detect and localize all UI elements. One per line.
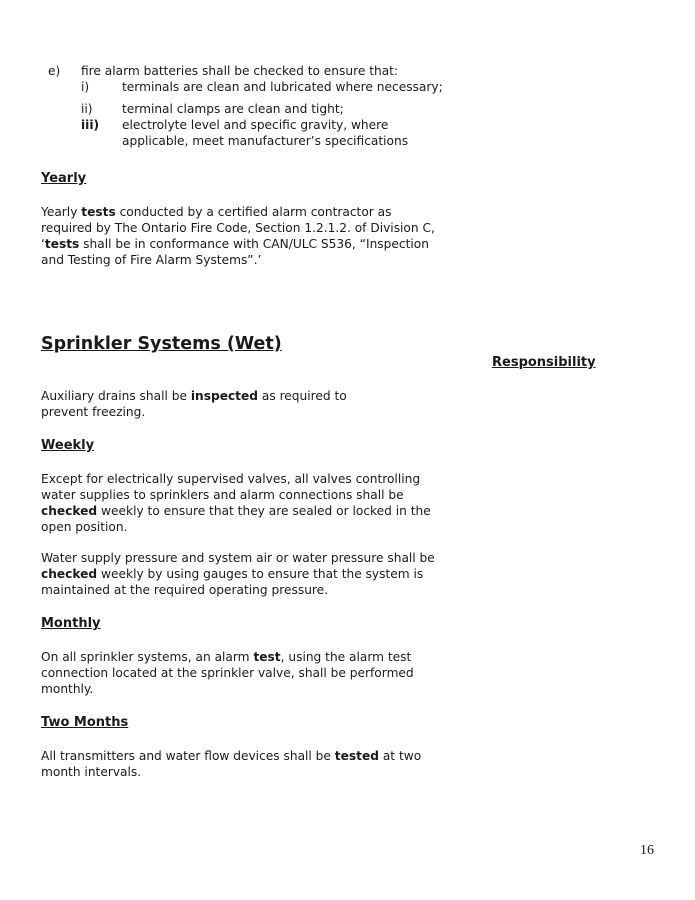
list-marker-ii: ii) — [81, 102, 93, 116]
paragraph-line: monthly. — [41, 682, 94, 696]
paragraph-line: water supplies to sprinklers and alarm connections shall be — [41, 488, 404, 502]
page-number: 16 — [640, 843, 654, 858]
list-marker-e: e) — [48, 64, 61, 78]
paragraph-line: Except for electrically supervised valves, all valves controlling — [41, 472, 421, 486]
paragraph-line: ‘tests shall be in conformance with CAN/ULC S536, “Inspection — [41, 237, 429, 251]
yearly-heading: Yearly — [41, 171, 87, 186]
list-item-text: electrolyte level and specific gravity, where — [122, 118, 389, 132]
two-months-heading: Two Months — [41, 715, 129, 730]
list-item-text: terminals are clean and lubricated where necessary; — [122, 80, 443, 94]
paragraph-line: prevent freezing. — [41, 405, 146, 419]
paragraph-line: checked weekly by using gauges to ensure that the system is — [41, 567, 424, 581]
paragraph-line: Yearly tests conducted by a certified alarm contractor as — [41, 205, 392, 219]
paragraph-line: and Testing of Fire Alarm Systems”.’ — [41, 253, 262, 267]
monthly-heading: Monthly — [41, 616, 101, 631]
list-marker-iii: iii) — [81, 118, 100, 132]
paragraph-line: maintained at the required operating pressure. — [41, 583, 329, 597]
paragraph-line: connection located at the sprinkler valve, shall be performed — [41, 666, 414, 680]
paragraph-line: open position. — [41, 520, 128, 534]
list-marker-i: i) — [81, 80, 90, 94]
paragraph-line: All transmitters and water flow devices shall be tested at two — [41, 749, 422, 763]
paragraph-line: required by The Ontario Fire Code, Section 1.2.1.2. of Division C, — [41, 221, 435, 235]
list-intro: fire alarm batteries shall be checked to ensure that: — [81, 64, 399, 78]
paragraph-line: checked weekly to ensure that they are sealed or locked in the — [41, 504, 431, 518]
paragraph-line: Water supply pressure and system air or water pressure shall be — [41, 551, 435, 565]
section-title: Sprinkler Systems (Wet) — [41, 334, 282, 354]
paragraph-line: month intervals. — [41, 765, 142, 779]
paragraph-line: On all sprinkler systems, an alarm test, using the alarm test — [41, 650, 412, 664]
responsibility-label: Responsibility — [492, 355, 596, 370]
weekly-heading: Weekly — [41, 438, 95, 453]
paragraph-line: Auxiliary drains shall be inspected as required to — [41, 389, 347, 403]
list-item-text: applicable, meet manufacturer’s specifications — [122, 134, 409, 148]
list-item-text: terminal clamps are clean and tight; — [122, 102, 344, 116]
